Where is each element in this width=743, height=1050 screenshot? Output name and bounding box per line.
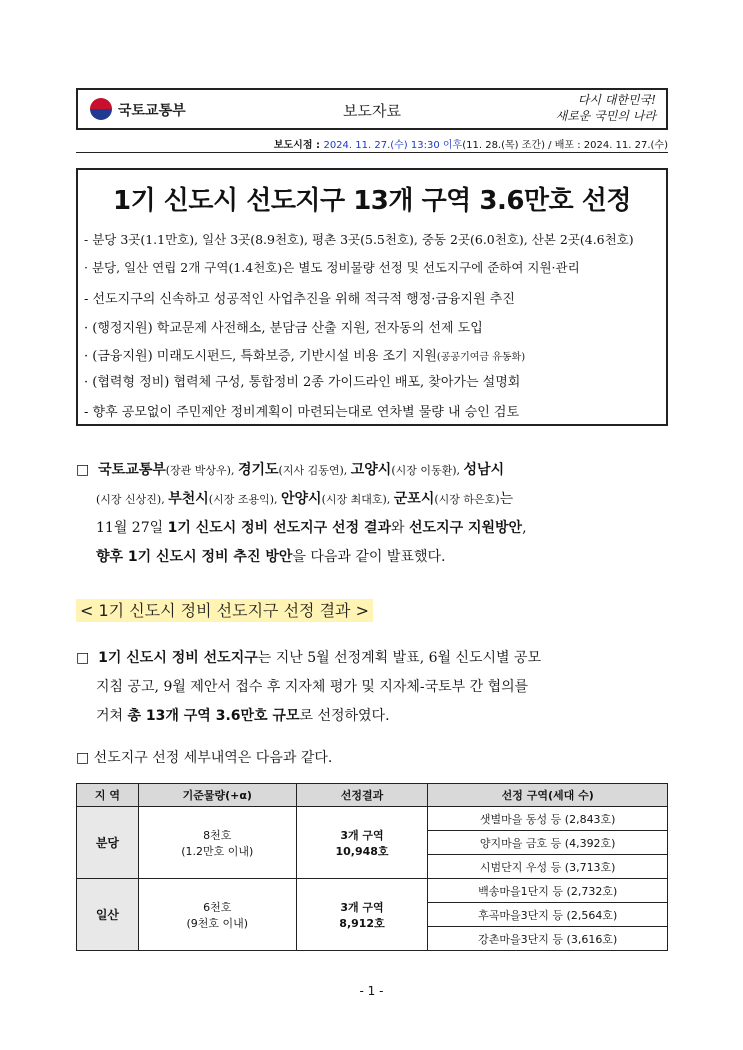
header-band bbox=[76, 88, 668, 130]
text: 11월 27일 bbox=[96, 520, 168, 536]
org-head: (시장 이동환), bbox=[391, 464, 464, 477]
org-name: 경기도 bbox=[237, 462, 279, 478]
emphasis: 향후 1기 신도시 정비 추진 방안 bbox=[96, 549, 293, 565]
zone-cell: 후곡마을3단지 등 (2,564호) bbox=[428, 903, 668, 927]
base-volume: 6천호 bbox=[203, 900, 232, 914]
base-volume-limit: (9천호 이내) bbox=[186, 916, 249, 930]
table-header: 기준물량(+α) bbox=[138, 784, 296, 807]
section-heading bbox=[76, 598, 373, 621]
org-name: 군포시 bbox=[393, 491, 435, 507]
result-households: 8,912호 bbox=[339, 916, 385, 930]
result-cell bbox=[296, 807, 428, 879]
intro-paragraph bbox=[76, 456, 672, 572]
region-cell: 일산 bbox=[77, 879, 139, 951]
release-time: 2024. 11. 27.(수) 13:30 이후 bbox=[323, 140, 463, 151]
page-number: - 1 - bbox=[359, 984, 384, 998]
table-row bbox=[77, 879, 668, 903]
org-head: (시장 최대호), bbox=[321, 493, 394, 506]
intro-line-2 bbox=[76, 485, 672, 514]
section-line-1 bbox=[76, 644, 672, 673]
summary-line-5 bbox=[84, 345, 525, 364]
result-count: 3개 구역 bbox=[340, 900, 384, 914]
region-cell: 분당 bbox=[77, 807, 139, 879]
base-volume: 8천호 bbox=[203, 828, 232, 842]
text: 와 bbox=[391, 520, 410, 536]
org-name: 안양시 bbox=[280, 491, 322, 507]
slogan-line-1: 다시 대한민국! bbox=[577, 93, 656, 107]
text: 거쳐 bbox=[96, 708, 128, 724]
slogan-line-2: 새로운 국민의 나라 bbox=[555, 109, 656, 123]
org-name: 부천시 bbox=[168, 491, 209, 507]
base-volume-cell bbox=[138, 879, 296, 951]
detail-line: □ 선도지구 선정 세부내역은 다음과 같다. bbox=[76, 750, 333, 766]
summary-line-5-main: · (금융지원) 미래도시펀드, 특화보증, 기반시설 비용 조기 지원 bbox=[84, 349, 437, 364]
zone-cell: 시범단지 우성 등 (3,713호) bbox=[428, 855, 668, 879]
press-release-label: 보도자료 bbox=[343, 102, 401, 120]
summary-line-2: · 분당, 일산 연립 2개 구역(1.4천호)은 별도 정비물량 선정 및 선도지구에 준하여 지원·관리 bbox=[84, 260, 580, 275]
org-head: (시장 신상진), bbox=[96, 493, 169, 506]
ministry-name: 국토교통부 bbox=[118, 103, 186, 119]
org-head: (장관 박상우), bbox=[165, 464, 238, 477]
result-cell bbox=[296, 879, 428, 951]
summary-line-3: - 선도지구의 신속하고 성공적인 사업추진을 위해 적극적 행정·금융지원 추진 bbox=[84, 292, 515, 307]
zone-cell: 강촌마을3단지 등 (3,616호) bbox=[428, 927, 668, 951]
slogan bbox=[556, 92, 656, 124]
table-header: 선정결과 bbox=[296, 784, 428, 807]
text: , bbox=[522, 520, 527, 536]
org-head: (시장 하은호) bbox=[434, 493, 500, 506]
section-paragraph bbox=[76, 644, 672, 731]
base-volume-limit: (1.2만호 이내) bbox=[181, 844, 254, 858]
section-line-3 bbox=[76, 702, 672, 731]
text: 을 다음과 같이 발표했다. bbox=[292, 549, 446, 565]
zone-cell: 백송마을1단지 등 (2,732호) bbox=[428, 879, 668, 903]
summary-line-4: · (행정지원) 학교문제 사전해소, 분담금 산출 지원, 전자동의 선제 도입 bbox=[84, 321, 483, 336]
result-households: 10,948호 bbox=[335, 844, 389, 858]
result-count: 3개 구역 bbox=[340, 828, 384, 842]
table-header: 선정 구역(세대 수) bbox=[428, 784, 668, 807]
section-line-2: 지침 공고, 9월 제안서 접수 후 지자체 평가 및 지자체-국토부 간 협의를 bbox=[96, 679, 529, 695]
selection-table bbox=[76, 783, 668, 951]
summary-box bbox=[76, 168, 668, 426]
base-volume-cell bbox=[138, 807, 296, 879]
intro-line-3 bbox=[76, 514, 672, 543]
table-header-row bbox=[77, 784, 668, 807]
zone-cell: 양지마을 금호 등 (4,392호) bbox=[428, 831, 668, 855]
release-paper: (11. 28.(목) 조간) bbox=[462, 140, 545, 151]
org-name: 국토교통부 bbox=[98, 462, 166, 478]
table-row bbox=[77, 807, 668, 831]
release-prefix: 보도시점 : bbox=[273, 140, 324, 151]
summary-line-1: - 분당 3곳(1.1만호), 일산 3곳(8.9천호), 평촌 3곳(5.5천호), 중동 2곳(6.0천호), 산본 2곳(4.6천호) bbox=[84, 232, 634, 247]
summary-line-5-note: (공공기여금 유동화) bbox=[436, 352, 526, 363]
emphasis: 1기 신도시 정비 선도지구 bbox=[98, 650, 258, 666]
page-title: 1기 신도시 선도지구 13개 구역 3.6만호 선정 bbox=[113, 186, 631, 216]
emphasis: 총 13개 구역 3.6만호 규모 bbox=[127, 708, 300, 724]
release-suffix: / 배포 : 2024. 11. 27.(수) bbox=[544, 140, 668, 151]
section-heading-text: < 1기 신도시 정비 선도지구 선정 결과 > bbox=[76, 599, 373, 622]
emphasis: 선도지구 지원방안 bbox=[409, 520, 523, 536]
bullet: □ bbox=[76, 462, 90, 478]
intro-line-1 bbox=[76, 456, 672, 485]
table-header: 지 역 bbox=[77, 784, 139, 807]
org-name: 고양시 bbox=[350, 462, 392, 478]
org-head: (지사 김동연), bbox=[278, 464, 351, 477]
text: 로 선정하였다. bbox=[299, 708, 390, 724]
bullet: □ bbox=[76, 650, 90, 666]
org-head: (시장 조용익), bbox=[208, 493, 281, 506]
summary-line-6: · (협력형 정비) 협력체 구성, 통합정비 2종 가이드라인 배포, 찾아가는 설명회 bbox=[84, 375, 521, 390]
emphasis: 1기 신도시 정비 선도지구 선정 결과 bbox=[167, 520, 392, 536]
summary-line-7: - 향후 공모없이 주민제안 정비계획이 마련되는대로 연차별 물량 내 승인 검토 bbox=[84, 405, 520, 420]
text: 는 지난 5월 선정계획 발표, 6월 신도시별 공모 bbox=[257, 650, 542, 666]
org-name: 성남시 bbox=[463, 462, 505, 478]
header-divider bbox=[76, 152, 668, 153]
text: 는 bbox=[499, 491, 514, 507]
intro-line-4 bbox=[76, 543, 672, 572]
zone-cell: 샛별마을 동성 등 (2,843호) bbox=[428, 807, 668, 831]
release-info bbox=[76, 136, 668, 151]
